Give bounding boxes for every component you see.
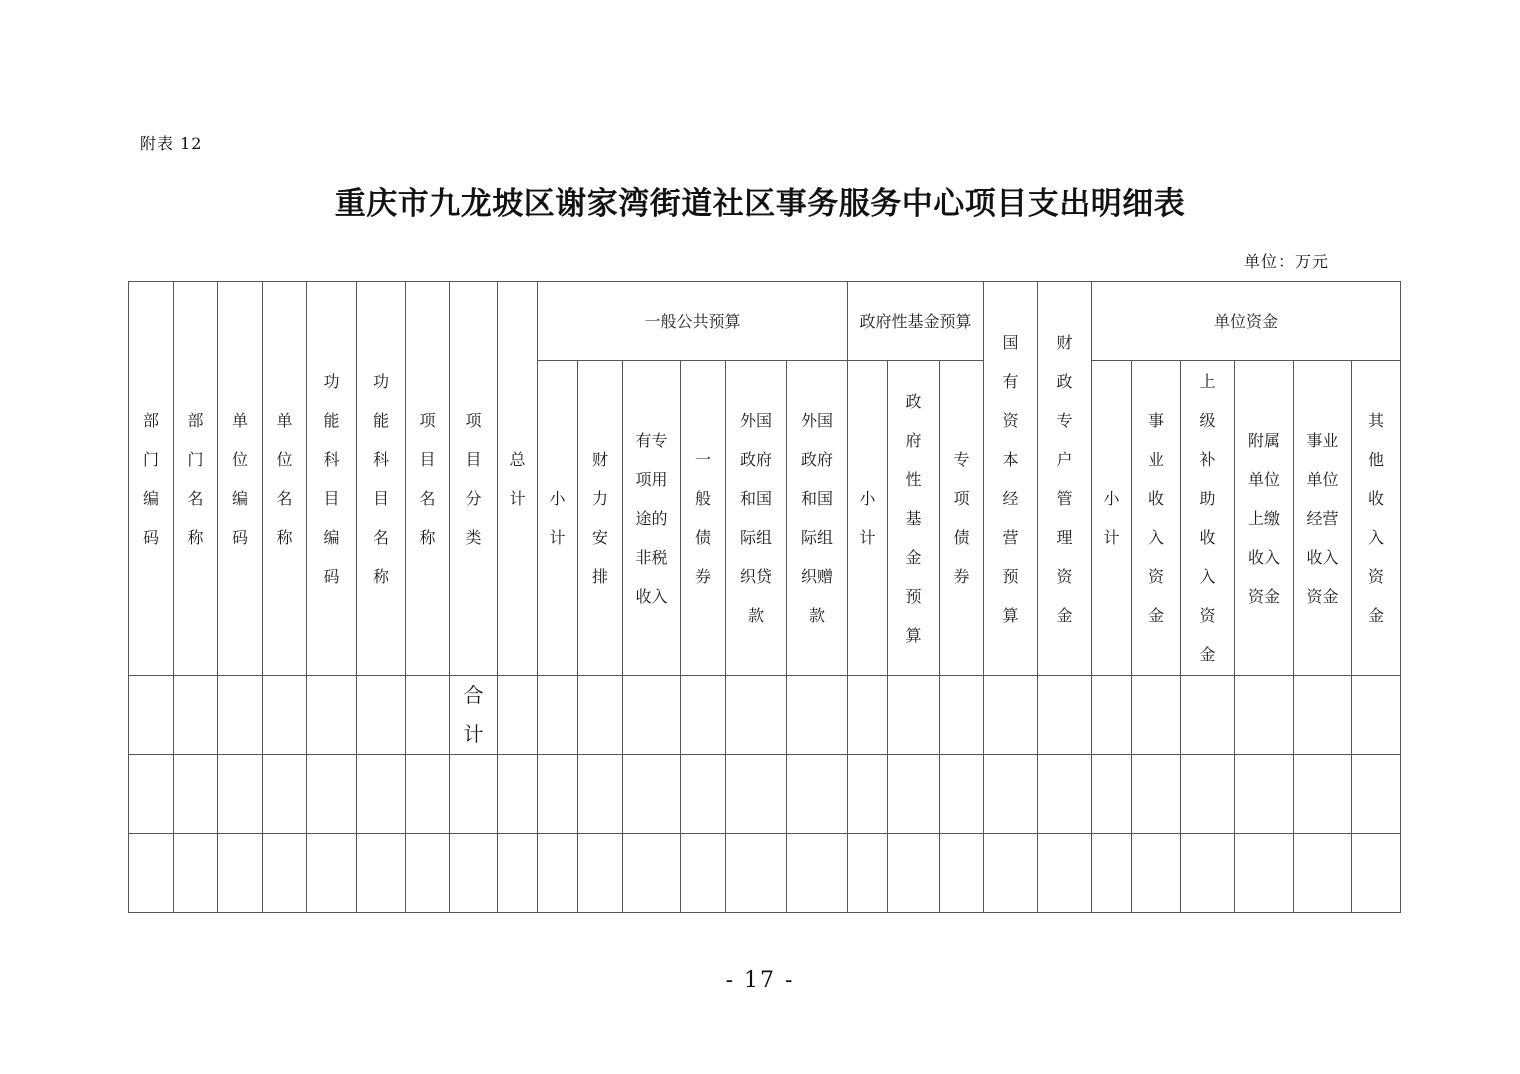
table-cell [498, 676, 538, 755]
table-cell [848, 755, 888, 834]
table-cell [1038, 676, 1092, 755]
table-cell [578, 676, 623, 755]
table-cell [1235, 834, 1294, 913]
table-cell [538, 755, 578, 834]
table-cell [129, 676, 174, 755]
col-uf-other-income: 其他收入资金 [1352, 361, 1401, 676]
table-cell [450, 834, 498, 913]
col-gb-foreign-loans: 外国政府和国际组织贷款 [726, 361, 787, 676]
table-cell [623, 755, 681, 834]
table-cell [1235, 755, 1294, 834]
table-cell [681, 755, 726, 834]
table-cell [450, 755, 498, 834]
table-cell [406, 834, 450, 913]
table-cell [218, 676, 263, 755]
col-gf-budget: 政府性基金预算 [888, 361, 940, 676]
table-cell [1294, 676, 1352, 755]
col-gb-subtotal: 小计 [538, 361, 578, 676]
group-gov-fund: 政府性基金预算 [848, 282, 984, 361]
table-cell [1132, 676, 1181, 755]
table-cell [787, 834, 848, 913]
table-cell [406, 676, 450, 755]
table-cell [174, 676, 218, 755]
total-row [129, 676, 1401, 755]
col-dept-code: 部门编码 [129, 282, 174, 676]
table-cell [1038, 755, 1092, 834]
table-cell [984, 834, 1038, 913]
table-cell [307, 676, 357, 755]
table-cell [498, 834, 538, 913]
col-project-category: 项目分类 [450, 282, 498, 676]
table-cell [174, 755, 218, 834]
col-uf-operating-income: 事业单位经营收入资金 [1294, 361, 1352, 676]
page-title: 重庆市九龙坡区谢家湾街道社区事务服务中心项目支出明细表 [334, 186, 1186, 222]
col-state-capital: 国有资本经营预算 [984, 282, 1038, 676]
table-row [129, 755, 1401, 834]
col-fiscal-account: 财政专户管理资金 [1038, 282, 1092, 676]
table-cell [129, 755, 174, 834]
table-cell [623, 676, 681, 755]
col-unit-name: 单位名称 [263, 282, 307, 676]
table-cell [726, 755, 787, 834]
table-cell [984, 755, 1038, 834]
unit-label: 单位：万元 [1244, 252, 1330, 271]
group-unit-funds: 单位资金 [1092, 282, 1401, 361]
attachment-label: 附表 12 [140, 134, 203, 153]
table-cell [726, 834, 787, 913]
table-cell [357, 676, 406, 755]
table-row [129, 834, 1401, 913]
table-cell [357, 755, 406, 834]
table-cell [307, 834, 357, 913]
header-row-1 [129, 282, 1401, 361]
table-cell [263, 755, 307, 834]
table-cell [984, 676, 1038, 755]
table-cell [218, 834, 263, 913]
table-cell [406, 755, 450, 834]
table-cell [357, 834, 406, 913]
table-cell [578, 755, 623, 834]
col-uf-affiliated-income: 附属单位上缴收入资金 [1235, 361, 1294, 676]
table-cell [1132, 834, 1181, 913]
table-cell [623, 834, 681, 913]
table-cell [538, 834, 578, 913]
table-cell [1092, 676, 1132, 755]
col-func-code: 功能科目编码 [307, 282, 357, 676]
col-gb-fiscal-arrangement: 财力安排 [578, 361, 623, 676]
table-cell [1181, 676, 1235, 755]
col-gb-foreign-grants: 外国政府和国际组织赠款 [787, 361, 848, 676]
table-cell [787, 755, 848, 834]
table-cell [1235, 676, 1294, 755]
col-gf-subtotal: 小计 [848, 361, 888, 676]
table-cell [940, 834, 984, 913]
project-expenditure-table [128, 281, 1401, 913]
col-grand-total: 总计 [498, 282, 538, 676]
table-cell [888, 755, 940, 834]
table-cell [174, 834, 218, 913]
table-cell [263, 676, 307, 755]
col-uf-subtotal: 小计 [1092, 361, 1132, 676]
col-dept-name: 部门名称 [174, 282, 218, 676]
total-row-label: 合计 [450, 676, 498, 755]
table-cell [888, 676, 940, 755]
table-cell [940, 755, 984, 834]
table-cell [681, 834, 726, 913]
table-cell [538, 676, 578, 755]
table-cell [263, 834, 307, 913]
table-cell [1092, 755, 1132, 834]
col-gb-special-nontax: 有专项用途的非税收入 [623, 361, 681, 676]
col-uf-business-income: 事业收入资金 [1132, 361, 1181, 676]
table-cell [681, 676, 726, 755]
table-cell [129, 834, 174, 913]
page-number: - 17 - [725, 968, 795, 993]
table-cell [848, 676, 888, 755]
table-cell [848, 834, 888, 913]
col-unit-code: 单位编码 [218, 282, 263, 676]
table-cell [1132, 755, 1181, 834]
table-cell [1038, 834, 1092, 913]
table-cell [1352, 834, 1401, 913]
table-cell [1092, 834, 1132, 913]
col-project-name: 项目名称 [406, 282, 450, 676]
col-uf-superior-subsidy: 上级补助收入资金 [1181, 361, 1235, 676]
table-cell [726, 676, 787, 755]
table-cell [1352, 676, 1401, 755]
group-general-budget: 一般公共预算 [538, 282, 848, 361]
col-gf-special-bonds: 专项债券 [940, 361, 984, 676]
table-cell [888, 834, 940, 913]
table-cell [498, 755, 538, 834]
table-cell [1352, 755, 1401, 834]
table-cell [1294, 755, 1352, 834]
table-cell [578, 834, 623, 913]
table-cell [1181, 834, 1235, 913]
col-func-name: 功能科目名称 [357, 282, 406, 676]
col-gb-general-bonds: 一般债券 [681, 361, 726, 676]
table-cell [1294, 834, 1352, 913]
table-cell [307, 755, 357, 834]
table-cell [1181, 755, 1235, 834]
table-cell [218, 755, 263, 834]
table-cell [940, 676, 984, 755]
table-cell [787, 676, 848, 755]
